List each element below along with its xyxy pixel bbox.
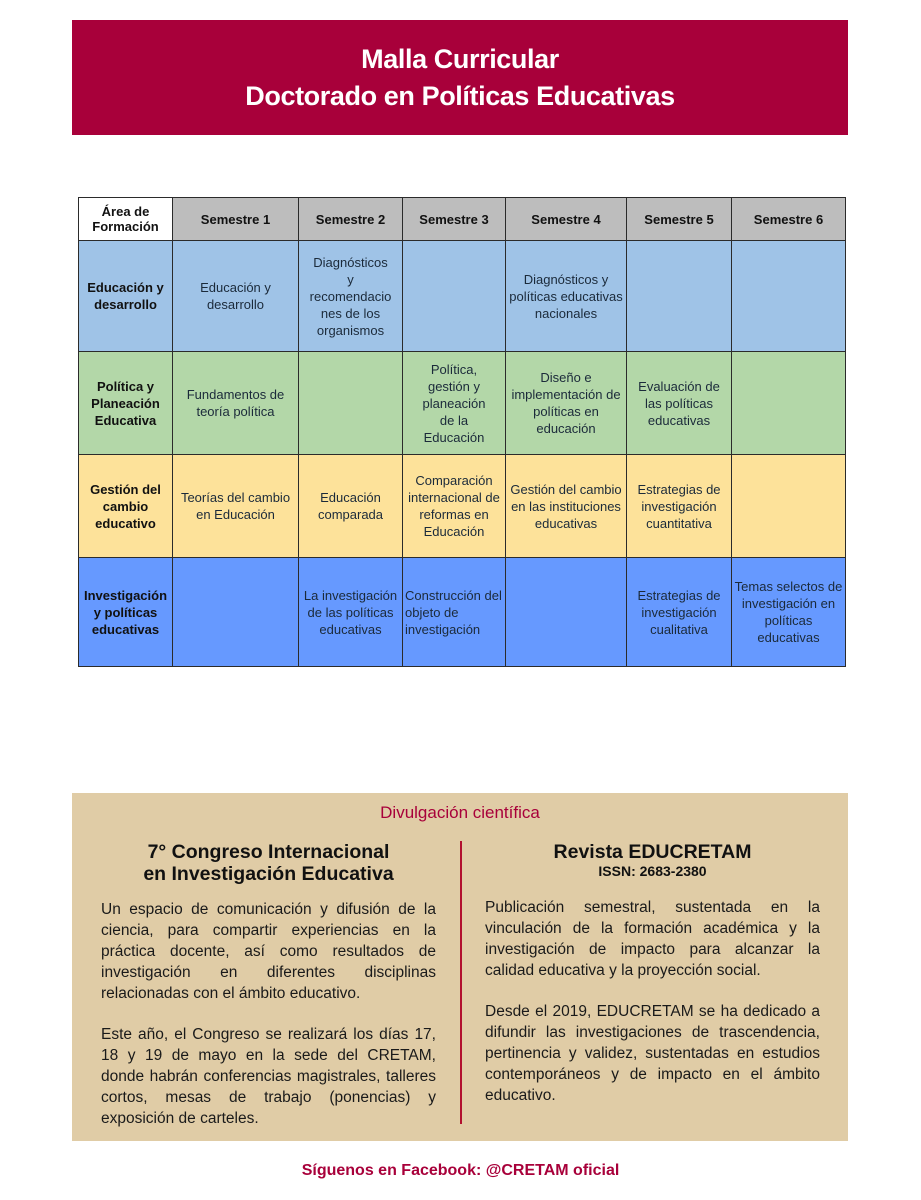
header-title-line2: Doctorado en Políticas Educativas [245, 80, 675, 111]
header-banner [72, 20, 848, 135]
section-title: Divulgación científica [380, 803, 540, 822]
table-row [79, 558, 846, 667]
revista-paragraph: Publicación semestral, sustentada en la vinculación de la formación académica y la investigación de impacto para alcanzar la calidad educativa y la proyección social. [485, 899, 820, 979]
course-cell: Diseño e implementación de políticas en educación [506, 352, 627, 455]
course-cell: Educación y desarrollo [173, 241, 299, 352]
course-cell [732, 241, 846, 352]
course-cell: Estrategias de investigación cuantitativa [627, 455, 732, 558]
facebook-follow-text: Síguenos en Facebook: @CRETAM oficial [301, 1162, 620, 1179]
area-label: Educación y desarrollo [79, 241, 173, 352]
course-cell [627, 241, 732, 352]
congreso-paragraph: Un espacio de comunicación y difusión de la ciencia, para compartir experiencias en la práctica docente, así como resultados de investigación en diferentes disciplinas relacionadas con el ámbito educativo. [101, 901, 436, 1002]
course-cell: Construcción del objeto de investigación [403, 558, 506, 667]
column-header: Semestre 3 [403, 198, 506, 241]
revista-paragraph: Desde el 2019, EDUCRETAM se ha dedicado a difundir las investigaciones de trascendencia, pertinencia y validez, sustentadas en estudios contemporáneos y de impacto en el ámbito educativo. [485, 1003, 820, 1104]
course-cell: Teorías del cambio en Educación [173, 455, 299, 558]
corner-header: Área de Formación [79, 198, 173, 241]
column-header: Semestre 4 [506, 198, 627, 241]
congreso-column [101, 841, 436, 1129]
course-cell: Evaluación de las políticas educativas [627, 352, 732, 455]
course-cell: Educación comparada [299, 455, 403, 558]
congreso-title-line1: 7° Congreso Internacional [147, 841, 390, 863]
divulgacion-panel [72, 793, 848, 1141]
course-cell [732, 352, 846, 455]
revista-column [485, 841, 820, 1106]
revista-title: Revista EDUCRETAM [553, 841, 752, 863]
course-cell: Comparación internacional de reformas en Educación [403, 455, 506, 558]
course-cell: Diagnósticos y recomendaciones de los organismos [299, 241, 403, 352]
congreso-title-line2: en Investigación Educativa [143, 863, 394, 885]
course-cell [299, 352, 403, 455]
table-row [79, 455, 846, 558]
area-label: Gestión del cambio educativo [79, 455, 173, 558]
course-cell [506, 558, 627, 667]
course-cell: Temas selectos de investigación en políticas educativas [732, 558, 846, 667]
course-cell: Gestión del cambio en las instituciones educativas [506, 455, 627, 558]
header-title-line1: Malla Curricular [361, 43, 559, 74]
revista-issn: ISSN: 2683-2380 [598, 863, 707, 879]
course-cell: Estrategias de investigación cualitativa [627, 558, 732, 667]
course-cell: Fundamentos de teoría política [173, 352, 299, 455]
column-header: Semestre 1 [173, 198, 299, 241]
column-header: Semestre 5 [627, 198, 732, 241]
column-header: Semestre 2 [299, 198, 403, 241]
column-header: Semestre 6 [732, 198, 846, 241]
course-cell [173, 558, 299, 667]
curriculum-table [78, 197, 846, 667]
area-label: Investigación y políticas educativas [79, 558, 173, 667]
course-cell: La investigación de las políticas educativas [299, 558, 403, 667]
table-row [79, 241, 846, 352]
course-cell: Política, gestión y planeación de la Educación [403, 352, 506, 455]
table-row [79, 352, 846, 455]
course-cell [732, 455, 846, 558]
column-divider [460, 841, 462, 1124]
congreso-paragraph: Este año, el Congreso se realizará los días 17, 18 y 19 de mayo en la sede del CRETAM, donde habrán conferencias magistrales, talleres cortos, mesas de trabajo (ponencias) y exposición de carteles. [101, 1026, 436, 1127]
course-cell [403, 241, 506, 352]
area-label: Política y Planeación Educativa [79, 352, 173, 455]
table-header-row [79, 198, 846, 241]
course-cell: Diagnósticos y políticas educativas nacionales [506, 241, 627, 352]
